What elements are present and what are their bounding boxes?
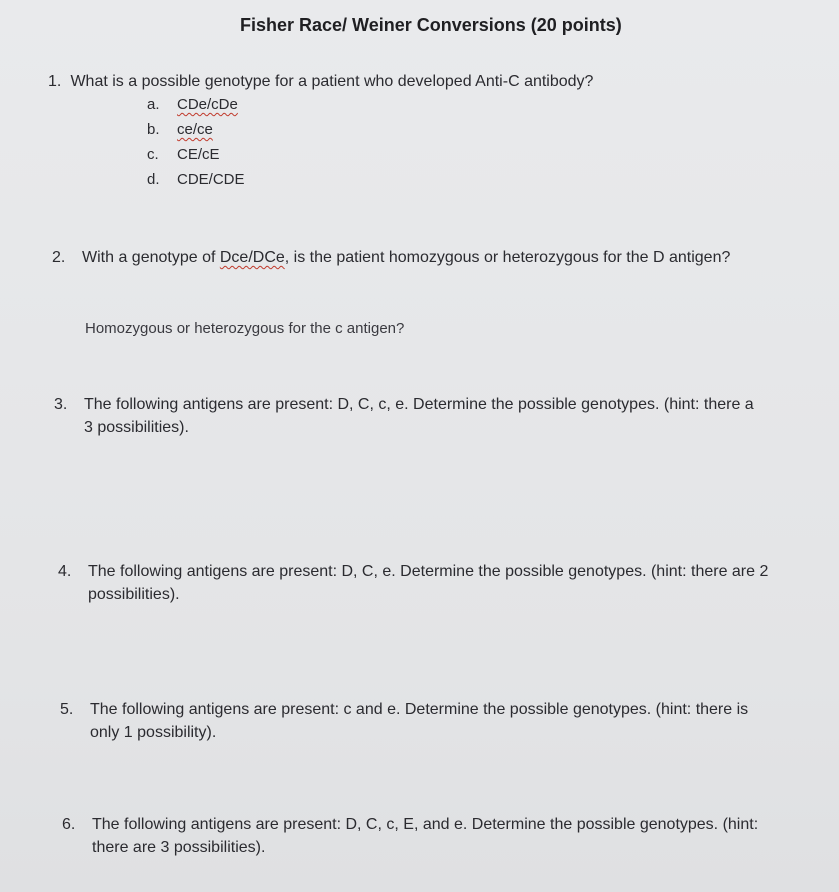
question-4-number: 4. — [58, 563, 72, 580]
option-value: CDE/CDE — [177, 171, 245, 188]
question-3-number: 3. — [54, 396, 68, 413]
question-6-number: 6. — [62, 816, 76, 833]
option-label: c. — [147, 146, 159, 163]
question-5 — [60, 698, 748, 744]
question-1-option-d — [147, 171, 245, 188]
question-3-text: The following antigens are present: D, C, c, e. Determine the possible genotypes. (hint: there a — [84, 396, 754, 413]
option-label: a. — [147, 96, 160, 113]
question-6-text: The following antigens are present: D, C, c, E, and e. Determine the possible genotypes. (hint: — [92, 816, 759, 833]
question-2-followup: Homozygous or heterozygous for the c antigen? — [85, 320, 405, 337]
question-6-text-cont: there are 3 possibilities). — [92, 839, 266, 856]
question-4-text-cont: possibilities). — [88, 586, 180, 603]
question-2-text-after: , is the patient homozygous or heterozygous for the D antigen? — [284, 249, 731, 266]
question-3-text-cont: 3 possibilities). — [84, 419, 189, 436]
option-label: b. — [147, 121, 160, 138]
question-3 — [54, 393, 754, 439]
question-5-text: The following antigens are present: c and e. Determine the possible genotypes. (hint: there is — [90, 701, 749, 718]
question-2-genotype: Dce/DCe — [219, 249, 285, 266]
question-1-option-a — [147, 96, 238, 113]
question-6 — [62, 813, 758, 859]
option-value: ce/ce — [177, 121, 213, 138]
question-5-number: 5. — [60, 701, 74, 718]
question-1-option-b — [147, 121, 213, 138]
question-2-text-before: With a genotype of — [82, 249, 220, 266]
page-title: Fisher Race/ Weiner Conversions (20 points) — [240, 15, 622, 35]
option-label: d. — [147, 171, 160, 188]
question-1-text: What is a possible genotype for a patient who developed Anti-C antibody? — [70, 73, 594, 90]
question-5-text-cont: only 1 possibility). — [90, 724, 217, 741]
question-4-text: The following antigens are present: D, C, e. Determine the possible genotypes. (hint: there are 2 — [88, 563, 769, 580]
question-1-number: 1. — [48, 73, 62, 90]
question-2 — [52, 246, 730, 269]
question-1 — [48, 70, 593, 93]
question-4 — [58, 560, 768, 606]
question-1-option-c — [147, 146, 220, 163]
option-value: CDe/cDe — [177, 96, 238, 113]
option-value: CE/cE — [177, 146, 220, 163]
question-2-number: 2. — [52, 249, 66, 266]
